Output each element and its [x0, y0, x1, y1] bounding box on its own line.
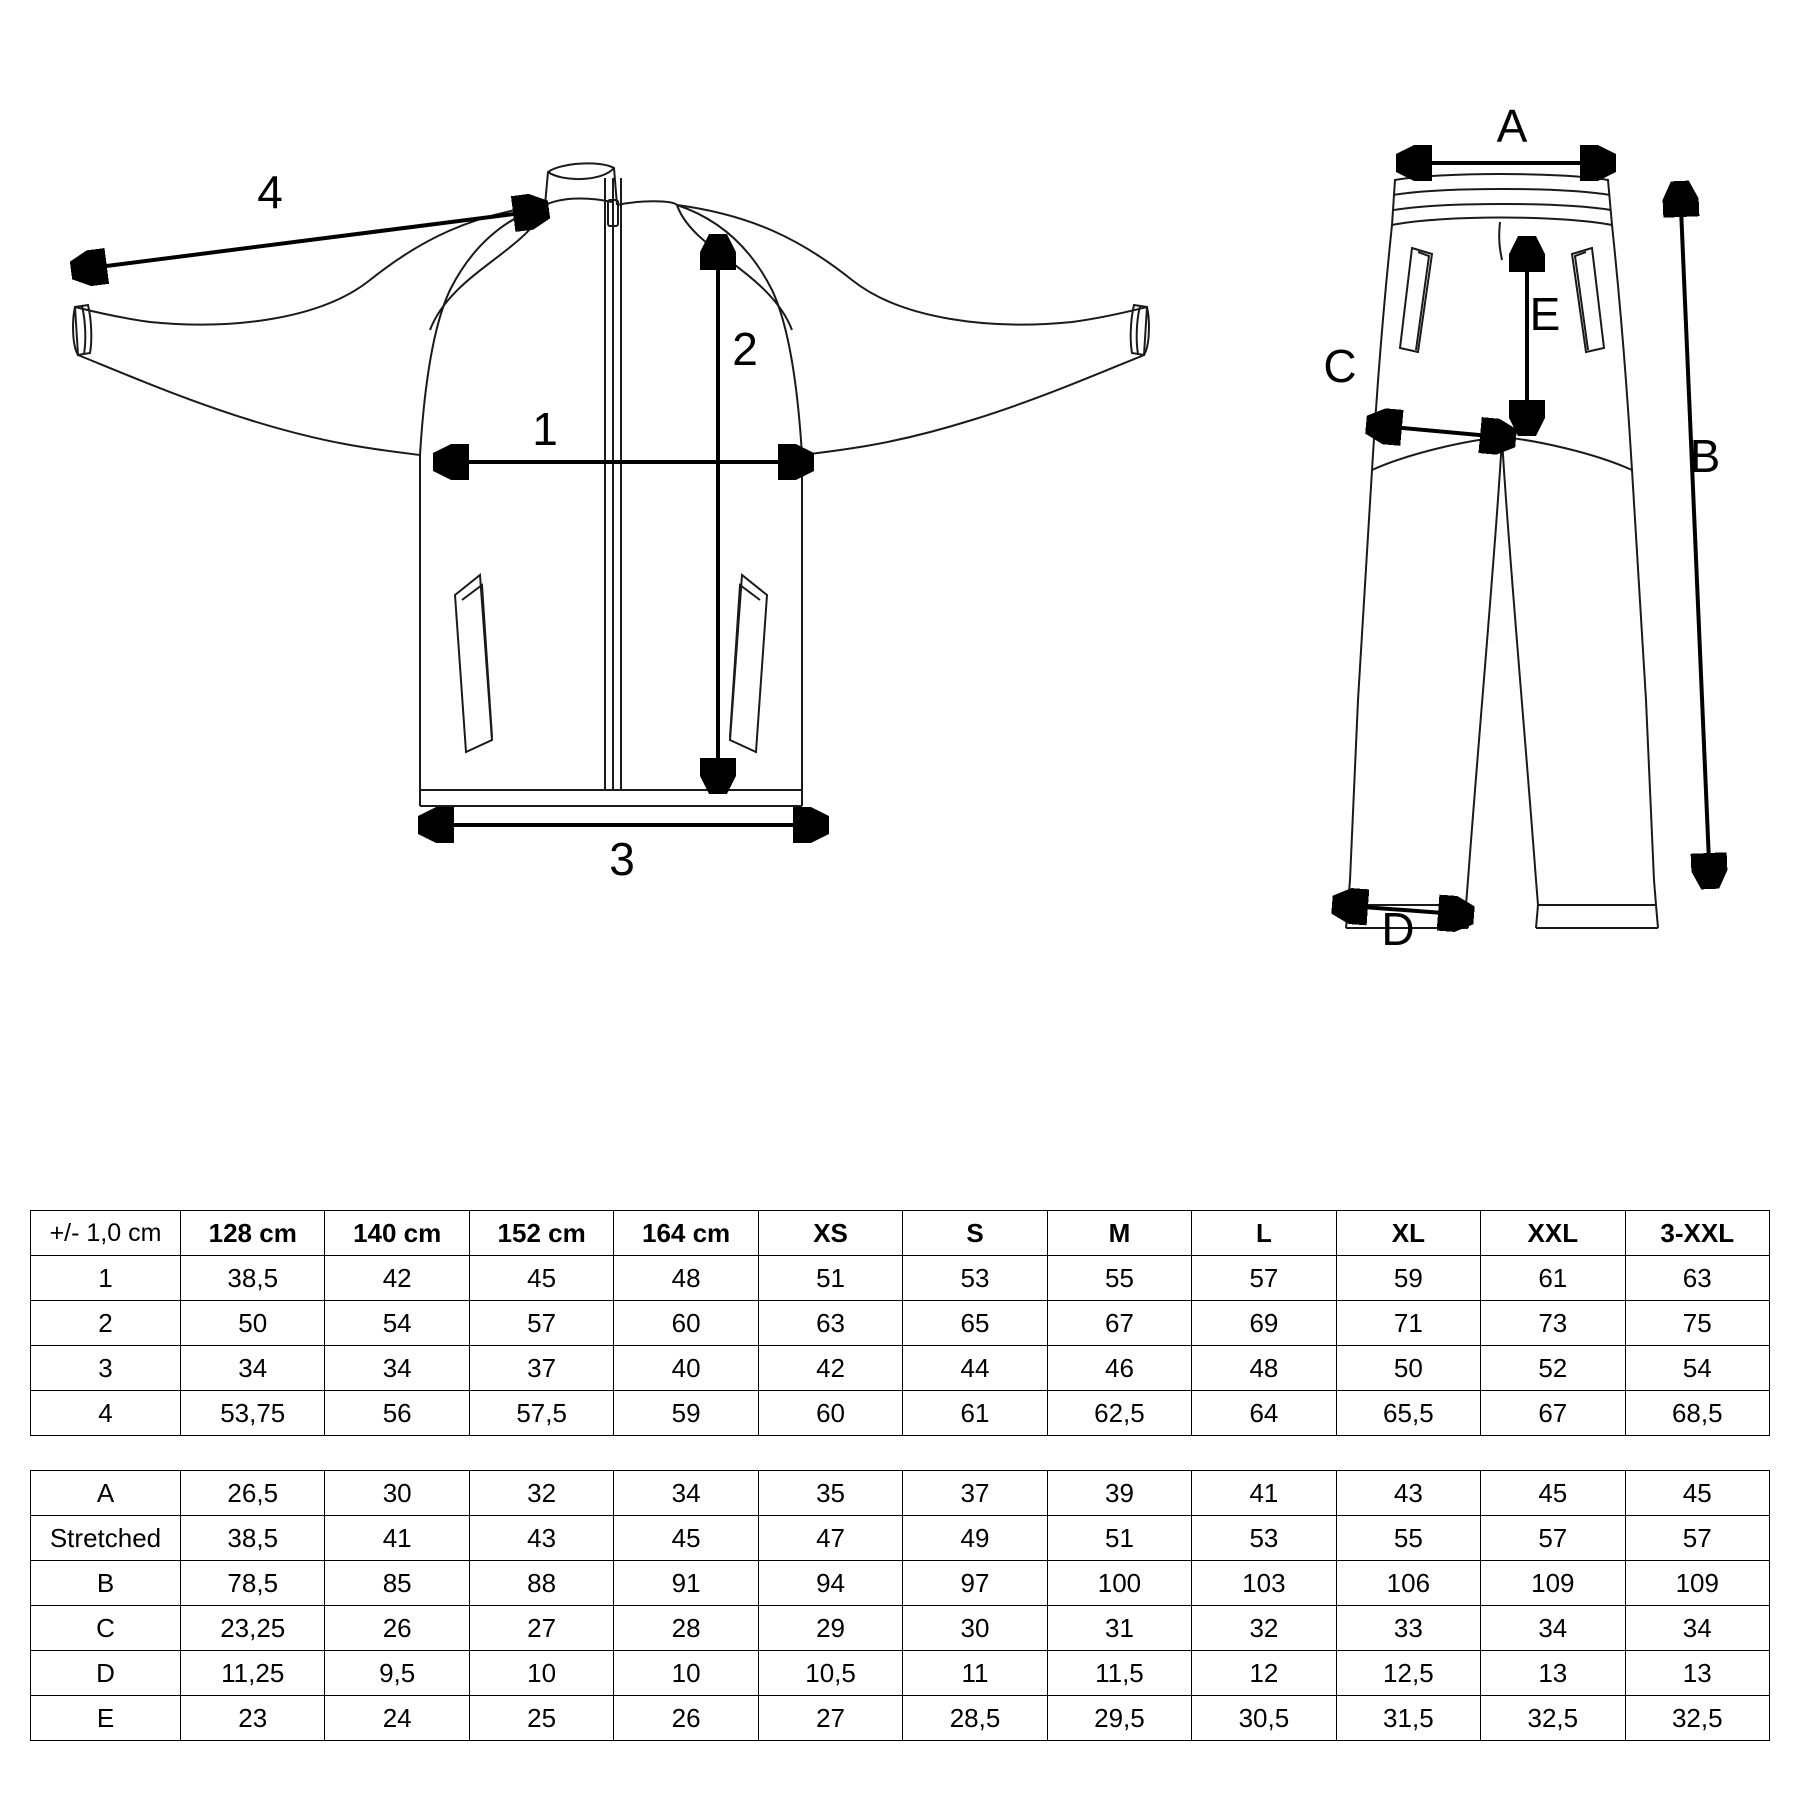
cell: 27	[758, 1696, 902, 1741]
cell: 45	[614, 1516, 758, 1561]
cell: 57	[1481, 1516, 1625, 1561]
cell: 28	[614, 1606, 758, 1651]
jacket-dimension-arrows	[75, 210, 825, 825]
cell: 39	[1047, 1471, 1191, 1516]
cell: 41	[1192, 1471, 1336, 1516]
cell: 103	[1192, 1561, 1336, 1606]
row-label: C	[31, 1606, 181, 1651]
row-label: 2	[31, 1301, 181, 1346]
cell: 51	[758, 1256, 902, 1301]
label-4: 4	[257, 166, 283, 218]
cell: 64	[1192, 1391, 1336, 1436]
cell: 26	[614, 1696, 758, 1741]
label-c: C	[1323, 340, 1357, 392]
cell: 106	[1336, 1561, 1480, 1606]
cell: 42	[758, 1346, 902, 1391]
cell: 60	[758, 1391, 902, 1436]
cell: 35	[758, 1471, 902, 1516]
cell: 31	[1047, 1606, 1191, 1651]
cell: 13	[1625, 1651, 1769, 1696]
cell: 67	[1047, 1301, 1191, 1346]
cell: 25	[469, 1696, 613, 1741]
cell: 10,5	[758, 1651, 902, 1696]
cell: 59	[614, 1391, 758, 1436]
cell: 33	[1336, 1606, 1480, 1651]
cell: 88	[469, 1561, 613, 1606]
cell: 32	[1192, 1606, 1336, 1651]
cell: 38,5	[181, 1256, 325, 1301]
cell: 32,5	[1481, 1696, 1625, 1741]
cell: 59	[1336, 1256, 1480, 1301]
cell: 61	[1481, 1256, 1625, 1301]
label-b: B	[1689, 430, 1721, 482]
table-row	[31, 1471, 1770, 1516]
label-d: D	[1381, 903, 1415, 955]
cell: 11	[903, 1651, 1047, 1696]
cell: 97	[903, 1561, 1047, 1606]
cell: 48	[614, 1256, 758, 1301]
cell: 100	[1047, 1561, 1191, 1606]
cell: 30,5	[1192, 1696, 1336, 1741]
label-1: 1	[532, 403, 558, 455]
cell: 26,5	[181, 1471, 325, 1516]
cell: 91	[614, 1561, 758, 1606]
cell: 37	[903, 1471, 1047, 1516]
cell: 9,5	[325, 1651, 469, 1696]
cell: 49	[903, 1516, 1047, 1561]
cell: 40	[614, 1346, 758, 1391]
cell: 63	[1625, 1256, 1769, 1301]
table-row	[31, 1301, 1770, 1346]
cell: 10	[614, 1651, 758, 1696]
header-xl: XL	[1336, 1211, 1480, 1256]
cell: 57,5	[469, 1391, 613, 1436]
size-tables	[0, 1210, 1800, 1741]
header-140: 140 cm	[325, 1211, 469, 1256]
table-row	[31, 1651, 1770, 1696]
table-row	[31, 1256, 1770, 1301]
row-label: 1	[31, 1256, 181, 1301]
cell: 60	[614, 1301, 758, 1346]
cell: 62,5	[1047, 1391, 1191, 1436]
cell: 53	[903, 1256, 1047, 1301]
cell: 34	[325, 1346, 469, 1391]
table-row	[31, 1561, 1770, 1606]
header-xs: XS	[758, 1211, 902, 1256]
cell: 68,5	[1625, 1391, 1769, 1436]
cell: 12,5	[1336, 1651, 1480, 1696]
cell: 30	[325, 1471, 469, 1516]
cell: 63	[758, 1301, 902, 1346]
row-label: 4	[31, 1391, 181, 1436]
cell: 75	[1625, 1301, 1769, 1346]
header-3xxl: 3-XXL	[1625, 1211, 1769, 1256]
cell: 11,25	[181, 1651, 325, 1696]
cell: 44	[903, 1346, 1047, 1391]
cell: 45	[469, 1256, 613, 1301]
cell: 10	[469, 1651, 613, 1696]
table-header-row	[31, 1211, 1770, 1256]
header-128: 128 cm	[181, 1211, 325, 1256]
header-tolerance: +/- 1,0 cm	[31, 1211, 181, 1256]
cell: 52	[1481, 1346, 1625, 1391]
cell: 51	[1047, 1516, 1191, 1561]
cell: 109	[1481, 1561, 1625, 1606]
cell: 78,5	[181, 1561, 325, 1606]
cell: 24	[325, 1696, 469, 1741]
cell: 32	[469, 1471, 613, 1516]
header-m: M	[1047, 1211, 1191, 1256]
header-152: 152 cm	[469, 1211, 613, 1256]
cell: 67	[1481, 1391, 1625, 1436]
cell: 53	[1192, 1516, 1336, 1561]
cell: 46	[1047, 1346, 1191, 1391]
cell: 31,5	[1336, 1696, 1480, 1741]
cell: 54	[1625, 1346, 1769, 1391]
cell: 26	[325, 1606, 469, 1651]
cell: 61	[903, 1391, 1047, 1436]
table-row	[31, 1346, 1770, 1391]
cell: 55	[1336, 1516, 1480, 1561]
header-s: S	[903, 1211, 1047, 1256]
cell: 50	[1336, 1346, 1480, 1391]
cell: 28,5	[903, 1696, 1047, 1741]
row-label: Stretched	[31, 1516, 181, 1561]
cell: 48	[1192, 1346, 1336, 1391]
cell: 55	[1047, 1256, 1191, 1301]
label-a: A	[1496, 100, 1528, 152]
cell: 73	[1481, 1301, 1625, 1346]
row-label: B	[31, 1561, 181, 1606]
cell: 43	[469, 1516, 613, 1561]
cell: 32,5	[1625, 1696, 1769, 1741]
pants-size-table	[30, 1470, 1770, 1741]
label-2: 2	[732, 323, 758, 375]
cell: 71	[1336, 1301, 1480, 1346]
cell: 13	[1481, 1651, 1625, 1696]
row-label: E	[31, 1696, 181, 1741]
row-label: D	[31, 1651, 181, 1696]
row-label: A	[31, 1471, 181, 1516]
cell: 47	[758, 1516, 902, 1561]
cell: 57	[469, 1301, 613, 1346]
table-spacer	[0, 1436, 1800, 1470]
table-row	[31, 1516, 1770, 1561]
cell: 65	[903, 1301, 1047, 1346]
cell: 50	[181, 1301, 325, 1346]
row-label: 3	[31, 1346, 181, 1391]
header-164: 164 cm	[614, 1211, 758, 1256]
cell: 57	[1625, 1516, 1769, 1561]
cell: 23,25	[181, 1606, 325, 1651]
cell: 37	[469, 1346, 613, 1391]
cell: 34	[181, 1346, 325, 1391]
cell: 65,5	[1336, 1391, 1480, 1436]
cell: 42	[325, 1256, 469, 1301]
cell: 27	[469, 1606, 613, 1651]
cell: 94	[758, 1561, 902, 1606]
cell: 30	[903, 1606, 1047, 1651]
cell: 69	[1192, 1301, 1336, 1346]
cell: 43	[1336, 1471, 1480, 1516]
cell: 23	[181, 1696, 325, 1741]
cell: 54	[325, 1301, 469, 1346]
pants-dimension-arrows	[1336, 163, 1710, 915]
cell: 12	[1192, 1651, 1336, 1696]
jacket-size-table	[30, 1210, 1770, 1436]
cell: 34	[1481, 1606, 1625, 1651]
cell: 45	[1625, 1471, 1769, 1516]
cell: 41	[325, 1516, 469, 1561]
table-row	[31, 1391, 1770, 1436]
cell: 45	[1481, 1471, 1625, 1516]
header-l: L	[1192, 1211, 1336, 1256]
jacket-illustration	[73, 163, 1149, 806]
label-3: 3	[609, 833, 635, 885]
cell: 38,5	[181, 1516, 325, 1561]
table-row	[31, 1606, 1770, 1651]
pants-illustration	[1346, 174, 1658, 928]
cell: 56	[325, 1391, 469, 1436]
cell: 34	[1625, 1606, 1769, 1651]
cell: 29,5	[1047, 1696, 1191, 1741]
cell: 57	[1192, 1256, 1336, 1301]
header-xxl: XXL	[1481, 1211, 1625, 1256]
cell: 34	[614, 1471, 758, 1516]
label-e: E	[1529, 288, 1561, 340]
cell: 109	[1625, 1561, 1769, 1606]
cell: 29	[758, 1606, 902, 1651]
cell: 11,5	[1047, 1651, 1191, 1696]
cell: 85	[325, 1561, 469, 1606]
cell: 53,75	[181, 1391, 325, 1436]
table-row	[31, 1696, 1770, 1741]
